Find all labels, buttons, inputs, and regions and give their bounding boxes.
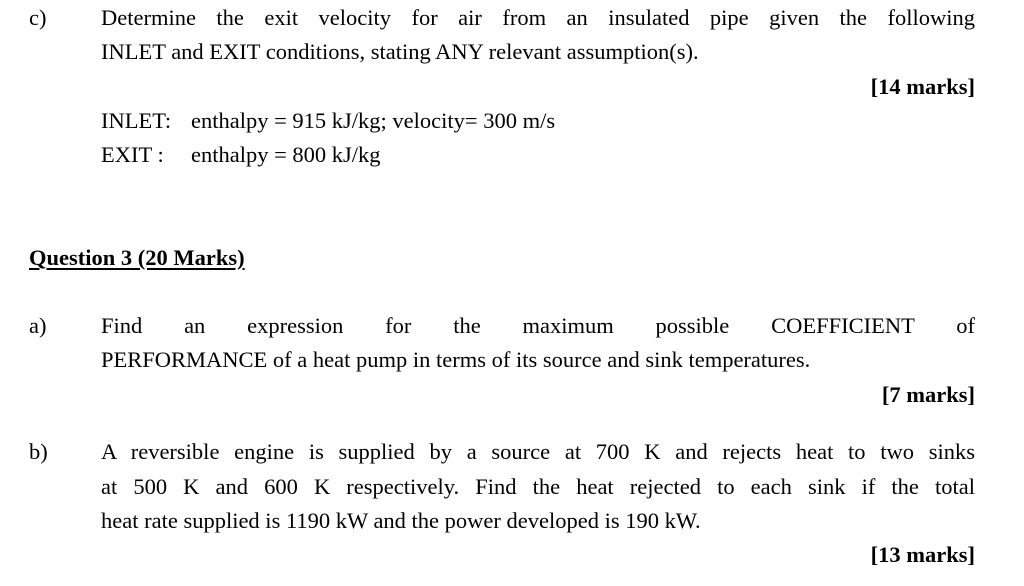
part-c-text-line-2: INLET and EXIT conditions, stating ANY relevant assumption(s).	[101, 39, 699, 64]
exit-conditions: enthalpy = 800 kJ/kg	[191, 142, 381, 167]
part-b-text-line-1: A reversible engine is supplied by a source at 700 K and rejects heat to two sinks	[101, 439, 975, 464]
part-c-marks: [14 marks]	[870, 74, 975, 99]
part-b-label: b)	[29, 439, 48, 464]
part-a-label: a)	[29, 313, 47, 338]
question-3-heading: Question 3 (20 Marks)	[29, 245, 245, 270]
inlet-label: INLET:	[101, 108, 172, 133]
part-b-text-line-3: heat rate supplied is 1190 kW and the power developed is 190 kW.	[101, 508, 701, 533]
part-a-text-line-2: PERFORMANCE of a heat pump in terms of its source and sink temperatures.	[101, 347, 811, 372]
part-b-text-line-2: at 500 K and 600 K respectively. Find the heat rejected to each sink if the total	[101, 474, 975, 499]
part-a-marks: [7 marks]	[881, 382, 975, 407]
exit-label: EXIT :	[101, 142, 164, 167]
part-c-text-line-1: Determine the exit velocity for air from an insulated pipe given the following	[101, 5, 975, 30]
part-a-text-line-1: Find an expression for the maximum possible COEFFICIENT of	[101, 313, 975, 338]
part-b-marks: [13 marks]	[870, 542, 975, 567]
inlet-conditions: enthalpy = 915 kJ/kg; velocity= 300 m/s	[191, 108, 556, 133]
part-c-label: c)	[29, 5, 47, 30]
